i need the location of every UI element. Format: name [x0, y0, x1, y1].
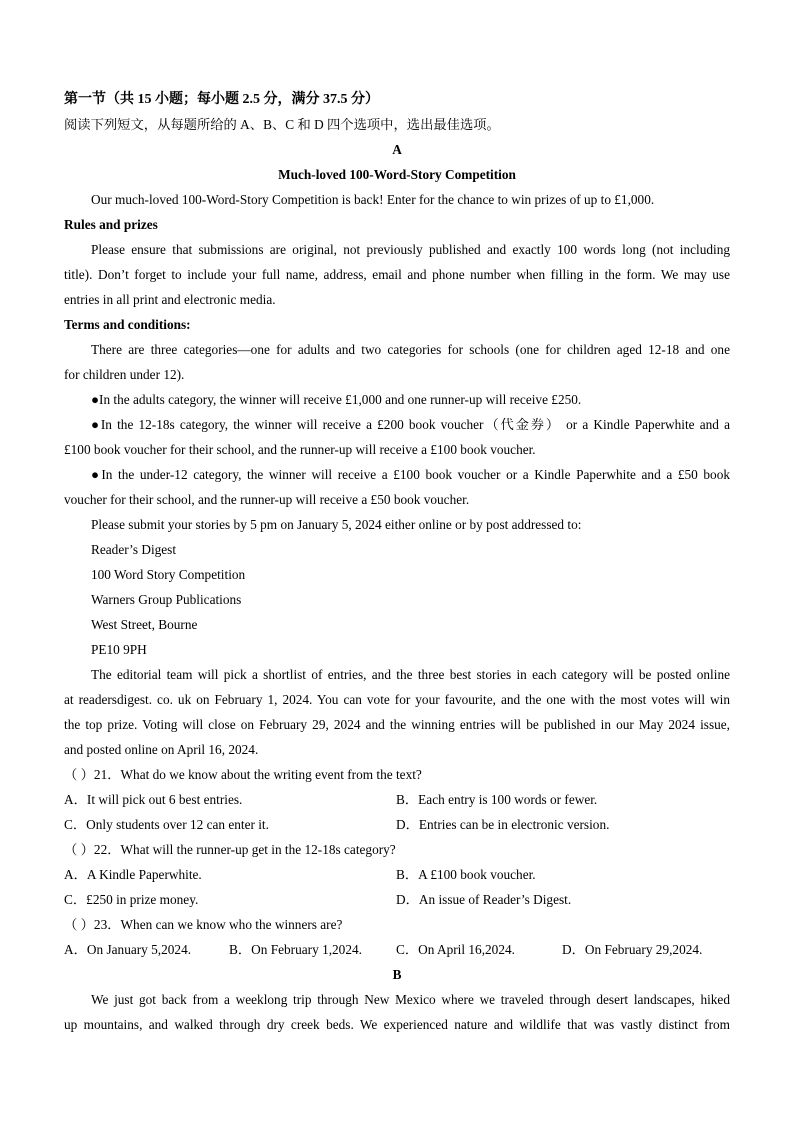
- address-line: West Street, Bourne: [91, 617, 198, 632]
- bullet-under-12-line-2: voucher for their school, and the runner-up will receive a £50 book voucher.: [64, 492, 470, 507]
- option-a[interactable]: A．It will pick out 6 best entries.: [64, 792, 243, 807]
- rules-line-2: title). Don’t forget to include your full name, address, email and phone number when filling in the form. We may use: [64, 267, 730, 282]
- address-line: 100 Word Story Competition: [91, 567, 246, 582]
- editorial-line-3: the top prize. Voting will close on February 29, 2024 and the winning entries will be published in our May 2024 issue,: [64, 717, 730, 732]
- editorial-line-1: The editorial team will pick a shortlist of entries, and the three best stories in each category will be posted online: [91, 667, 730, 682]
- question-22-stem: （ ）22．What will the runner-up get in the 12-18s category?: [64, 842, 396, 857]
- passage-b-line-1: We just got back from a weeklong trip through New Mexico where we traveled through desert landscapes, hiked: [91, 992, 730, 1007]
- option-a[interactable]: A．On January 5,2024.: [64, 942, 192, 957]
- submit-line: Please submit your stories by 5 pm on January 5, 2024 either online or by post addressed to:: [91, 517, 582, 532]
- option-a[interactable]: A．A Kindle Paperwhite.: [64, 867, 202, 882]
- rules-line-1: Please ensure that submissions are original, not previously published and exactly 100 words long (not including: [91, 242, 730, 257]
- question-21-options: [64, 791, 730, 809]
- option-d[interactable]: D．Entries can be in electronic version.: [396, 817, 610, 832]
- passage-b-line-2: up mountains, and walked through dry creek beds. We experienced nature and wildlife that was vastly distinct from: [64, 1017, 730, 1032]
- question-21-stem: （ ）21．What do we know about the writing event from the text?: [64, 767, 422, 782]
- address-line: Warners Group Publications: [91, 592, 242, 607]
- question-23-stem: （ ）23．When can we know who the winners are?: [64, 917, 343, 932]
- terms-heading: Terms and conditions:: [64, 317, 191, 332]
- option-b[interactable]: B．A £100 book voucher.: [396, 867, 536, 882]
- passage-b-label: B: [392, 967, 402, 982]
- address-line: Reader’s Digest: [91, 542, 177, 557]
- option-b[interactable]: B．On February 1,2024.: [229, 942, 362, 957]
- terms-line-2: for children under 12).: [64, 367, 185, 382]
- rules-heading: Rules and prizes: [64, 217, 158, 232]
- question-22-options: [64, 891, 730, 909]
- bullet-12-18-line-1: ●In the 12-18s category, the winner will receive a £200 book voucher（代金券） or a Kindle Paperwhite and a: [91, 417, 730, 432]
- terms-line-1: There are three categories—one for adults and two categories for schools (one for children aged 12-18 and one: [91, 342, 730, 357]
- option-d[interactable]: D．An issue of Reader’s Digest.: [396, 892, 572, 907]
- section-title: 第一节（共 15 小题；每小题 2.5 分，满分 37.5 分）: [64, 92, 379, 107]
- option-b[interactable]: B．Each entry is 100 words or fewer.: [396, 792, 598, 807]
- bullet-12-18-line-2: £100 book voucher for their school, and the runner-up will receive a £100 book voucher.: [64, 442, 536, 457]
- editorial-line-4: and posted online on April 16, 2024.: [64, 742, 259, 757]
- address-line: PE10 9PH: [91, 642, 147, 657]
- passage-a-label: A: [392, 142, 402, 157]
- question-22-options: [64, 866, 730, 884]
- option-c[interactable]: C．£250 in prize money.: [64, 892, 199, 907]
- instruction: 阅读下列短文，从每题所给的 A、B、C 和 D 四个选项中，选出最佳选项。: [64, 117, 500, 132]
- bullet-under-12-line-1: ●In the under-12 category, the winner will receive a £100 book voucher or a Kindle Paperwhite and a £50 book: [91, 467, 730, 482]
- passage-a-title: Much-loved 100-Word-Story Competition: [278, 167, 516, 182]
- option-c[interactable]: C．Only students over 12 can enter it.: [64, 817, 269, 832]
- passage-a-intro: Our much-loved 100-Word-Story Competition is back! Enter for the chance to win prizes of up to £1,000.: [91, 192, 655, 207]
- bullet-adults: ●In the adults category, the winner will receive £1,000 and one runner-up will receive £250.: [91, 392, 582, 407]
- editorial-line-2: at readersdigest. co. uk on February 1, 2024. You can vote for your favourite, and the one with the most votes will win: [64, 692, 730, 707]
- option-d[interactable]: D．On February 29,2024.: [562, 942, 703, 957]
- option-c[interactable]: C．On April 16,2024.: [396, 942, 515, 957]
- question-21-options: [64, 816, 730, 834]
- rules-line-3: entries in all print and electronic media.: [64, 292, 276, 307]
